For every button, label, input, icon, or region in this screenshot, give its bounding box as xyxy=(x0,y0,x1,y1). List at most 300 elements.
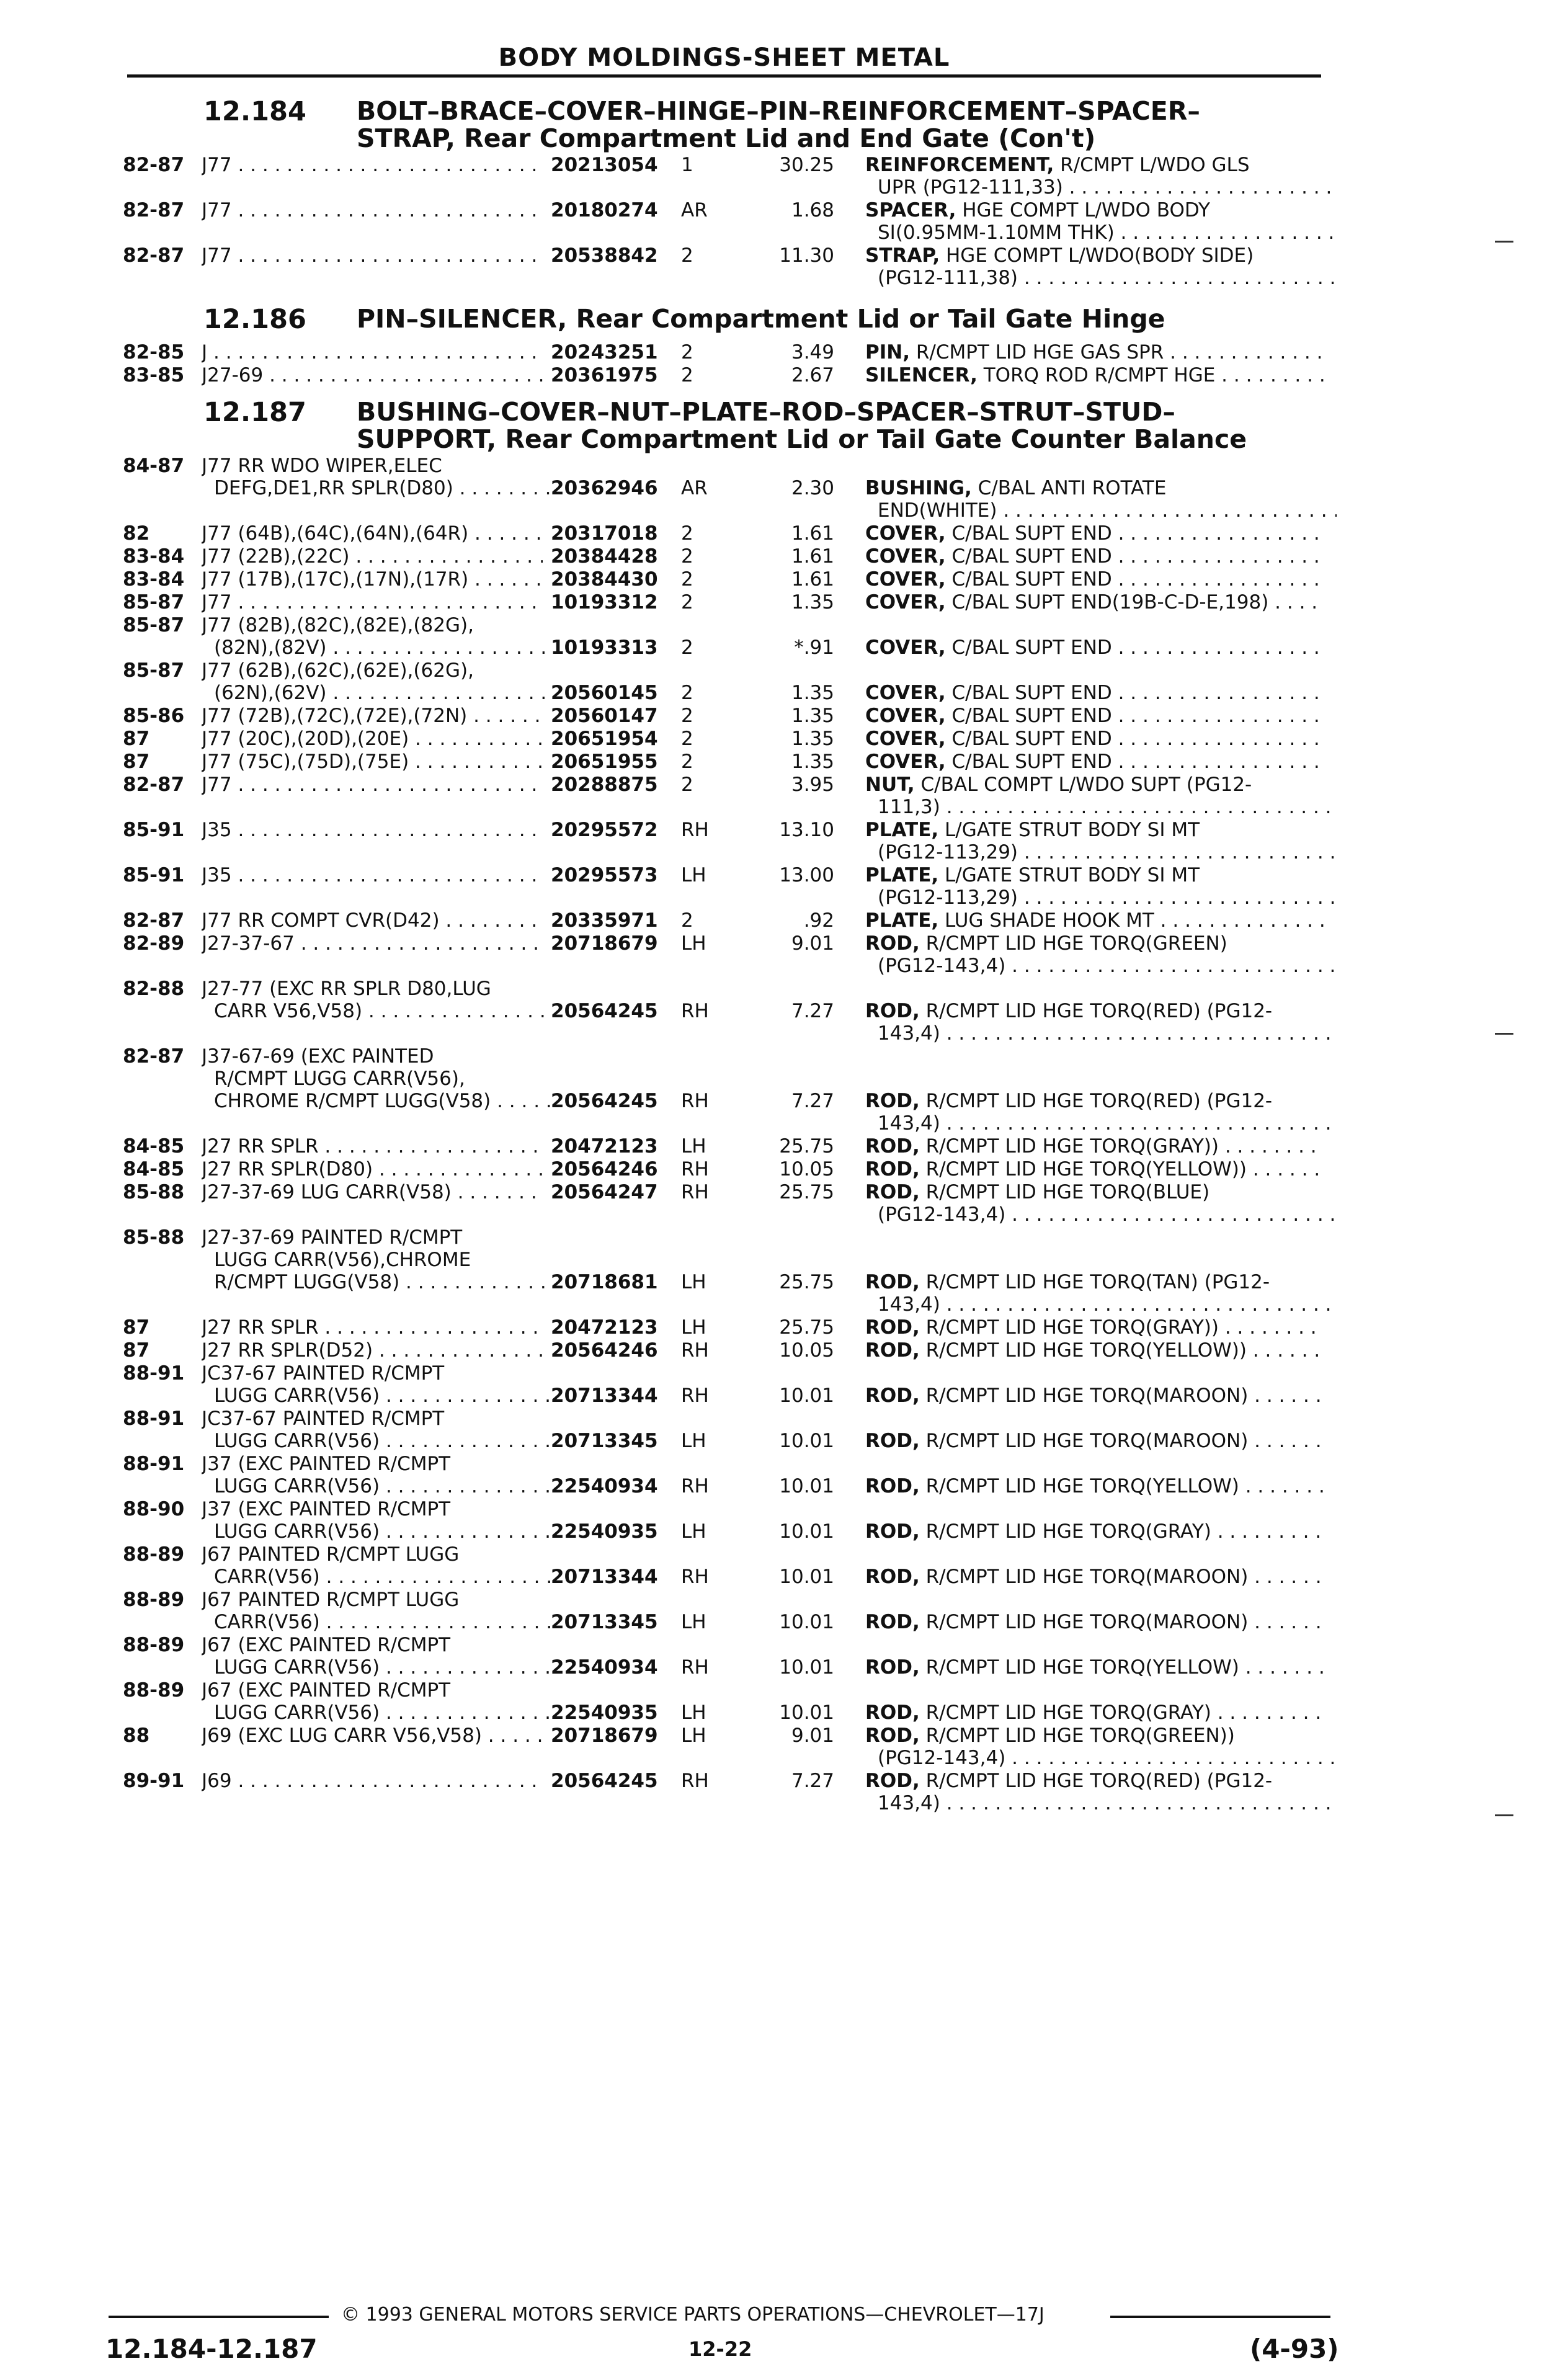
description-name: ROD, xyxy=(865,1520,920,1543)
section-title-line: PIN–SILENCER, Rear Compartment Lid or Tail Gate Hinge xyxy=(357,304,1165,334)
years-cell: 85-91 xyxy=(123,864,185,886)
quantity-cell: 2 xyxy=(681,636,693,659)
description-text: R/CMPT LID HGE TORQ(RED) (PG12- xyxy=(919,1090,1273,1112)
price-cell: 3.49 xyxy=(791,341,834,364)
quantity-cell: 2 xyxy=(681,591,693,613)
years-cell: 87 xyxy=(123,1339,150,1362)
usage-cell: J77 . . . xyxy=(202,774,543,796)
part-number-cell: 20718679 xyxy=(551,1724,658,1747)
price-cell: 10.01 xyxy=(779,1656,834,1679)
part-number-cell: 20651955 xyxy=(551,751,658,773)
description-cell xyxy=(865,568,1324,591)
part-number-cell: 20718679 xyxy=(551,932,658,955)
years-cell: 84-85 xyxy=(123,1158,185,1180)
usage-cell: J27-37-67 . . . xyxy=(202,932,543,955)
description-continuation: 143,4) . . . xyxy=(878,1293,1337,1316)
price-cell: 3.95 xyxy=(791,774,834,796)
quantity-cell: RH xyxy=(681,819,709,841)
description-name: ROD, xyxy=(865,1181,920,1203)
description-cell xyxy=(865,1475,1324,1497)
part-number-cell: 20564245 xyxy=(551,1000,658,1022)
price-cell: 13.10 xyxy=(779,819,834,841)
part-number-cell: 20472123 xyxy=(551,1316,658,1339)
price-cell: 2.30 xyxy=(791,477,834,499)
description-cell xyxy=(865,1158,1324,1180)
usage-cell: LUGG CARR(V56) . . . xyxy=(214,1702,555,1724)
description-text: C/BAL SUPT END xyxy=(945,522,1112,545)
description-name: PLATE, xyxy=(865,909,939,932)
description-text: R/CMPT LID HGE TORQ(GRAY) xyxy=(919,1702,1211,1724)
quantity-cell: RH xyxy=(681,1339,709,1362)
usage-cell: J77 (22B),(22C) . . . xyxy=(202,545,543,568)
description-cell xyxy=(865,932,1324,955)
usage-cell: J27-77 (EXC RR SPLR D80,LUG xyxy=(202,978,491,1000)
description-name: BUSHING, xyxy=(865,477,972,499)
margin-mark xyxy=(1495,1033,1513,1035)
price-cell: 7.27 xyxy=(791,1770,834,1792)
years-cell: 82-87 xyxy=(123,244,185,267)
price-cell: 13.00 xyxy=(779,864,834,886)
quantity-cell: RH xyxy=(681,1656,709,1679)
description-cell xyxy=(865,1000,1324,1022)
description-name: ROD, xyxy=(865,1339,920,1362)
footer-copyright: © 1993 GENERAL MOTORS SERVICE PARTS OPERATIONS—CHEVROLET—17J xyxy=(341,2304,1045,2326)
description-continuation: END(WHITE) . . . xyxy=(878,499,1337,522)
usage-cell: J77 (64B),(64C),(64N),(64R) . . . xyxy=(202,522,543,545)
quantity-cell: 2 xyxy=(681,774,693,796)
description-text: C/BAL SUPT END(19B-C-D-E,198) xyxy=(945,591,1269,613)
years-cell: 82-89 xyxy=(123,932,185,955)
part-number-cell: 20718681 xyxy=(551,1271,658,1293)
part-number-cell: 20564246 xyxy=(551,1158,658,1180)
usage-cell: J67 PAINTED R/CMPT LUGG xyxy=(202,1543,460,1566)
usage-cell: J77 (75C),(75D),(75E) . . . xyxy=(202,751,543,773)
usage-cell: J37 (EXC PAINTED R/CMPT xyxy=(202,1498,451,1520)
usage-cell: (62N),(62V) . . . xyxy=(214,682,555,704)
description-cell xyxy=(865,774,1324,796)
description-name: PLATE, xyxy=(865,864,939,886)
usage-cell: LUGG CARR(V56) . . . xyxy=(214,1385,555,1407)
price-cell: 10.01 xyxy=(779,1475,834,1497)
description-text: C/BAL SUPT END xyxy=(945,705,1112,727)
usage-cell: LUGG CARR(V56) . . . xyxy=(214,1520,555,1543)
description-text: R/CMPT LID HGE TORQ(YELLOW)) xyxy=(919,1339,1247,1362)
quantity-cell: 2 xyxy=(681,751,693,773)
part-number-cell: 20713345 xyxy=(551,1611,658,1633)
description-name: REINFORCEMENT, xyxy=(865,154,1054,176)
years-cell: 88-91 xyxy=(123,1362,185,1385)
usage-cell: J77 (82B),(82C),(82E),(82G), xyxy=(202,614,474,636)
description-name: COVER, xyxy=(865,591,946,613)
usage-cell: J27 RR SPLR . . . xyxy=(202,1316,543,1339)
description-text: R/CMPT LID HGE TORQ(MAROON) xyxy=(919,1385,1249,1407)
part-number-cell: 20384428 xyxy=(551,545,658,568)
quantity-cell: AR xyxy=(681,477,708,499)
description-text: R/CMPT LID HGE TORQ(YELLOW)) xyxy=(919,1158,1247,1180)
quantity-cell: RH xyxy=(681,1090,709,1112)
usage-cell: CARR(V56) . . . xyxy=(214,1566,555,1588)
quantity-cell: 1 xyxy=(681,154,693,176)
years-cell: 87 xyxy=(123,1316,150,1339)
quantity-cell: 2 xyxy=(681,682,693,704)
description-continuation: 143,4) . . . xyxy=(878,1022,1337,1045)
price-cell: *.91 xyxy=(794,636,834,659)
usage-cell: J77 RR COMPT CVR(D42) . . . xyxy=(202,909,543,932)
description-name: SILENCER, xyxy=(865,364,978,386)
description-cell xyxy=(865,1430,1324,1452)
part-number-cell: 20713344 xyxy=(551,1566,658,1588)
description-continuation: (PG12-143,4) . . . xyxy=(878,1747,1337,1769)
usage-cell: J69 (EXC LUG CARR V56,V58) . . . xyxy=(202,1724,543,1747)
margin-mark xyxy=(1495,241,1513,243)
part-number-cell: 20713344 xyxy=(551,1385,658,1407)
usage-cell: J37-67-69 (EXC PAINTED xyxy=(202,1045,434,1068)
description-text: R/CMPT LID HGE TORQ(GREEN)) xyxy=(919,1724,1235,1747)
part-number-cell: 20335971 xyxy=(551,909,658,932)
part-number-cell: 20564246 xyxy=(551,1339,658,1362)
description-name: ROD, xyxy=(865,1475,920,1497)
years-cell: 88-91 xyxy=(123,1453,185,1475)
description-cell xyxy=(865,1090,1324,1112)
footer-section-range: 12.184-12.187 xyxy=(105,2334,318,2364)
description-continuation: (PG12-113,29) . . . xyxy=(878,886,1337,909)
quantity-cell: LH xyxy=(681,932,706,955)
description-text: R/CMPT LID HGE TORQ(GREEN) xyxy=(919,932,1227,955)
years-cell: 85-91 xyxy=(123,819,185,841)
usage-cell: J77 . . . xyxy=(202,199,543,221)
description-cell xyxy=(865,154,1324,176)
description-text: R/CMPT LID HGE GAS SPR xyxy=(909,341,1164,364)
years-cell: 82-87 xyxy=(123,154,185,176)
price-cell: 10.01 xyxy=(779,1520,834,1543)
description-text: R/CMPT LID HGE TORQ(RED) (PG12- xyxy=(919,1770,1273,1792)
years-cell: 82-87 xyxy=(123,909,185,932)
footer-rule-left xyxy=(109,2316,329,2318)
description-cell xyxy=(865,751,1324,773)
quantity-cell: LH xyxy=(681,1724,706,1747)
price-cell: 7.27 xyxy=(791,1090,834,1112)
usage-cell: J27 RR SPLR(D52) . . . xyxy=(202,1339,543,1362)
price-cell: 30.25 xyxy=(779,154,834,176)
usage-cell: LUGG CARR(V56) . . . xyxy=(214,1430,555,1452)
usage-cell: R/CMPT LUGG CARR(V56), xyxy=(214,1068,465,1090)
part-number-cell: 10193313 xyxy=(551,636,658,659)
usage-cell: J77 (62B),(62C),(62E),(62G), xyxy=(202,659,474,682)
part-number-cell: 22540935 xyxy=(551,1520,658,1543)
price-cell: 25.75 xyxy=(779,1316,834,1339)
price-cell: 10.05 xyxy=(779,1339,834,1362)
price-cell: .92 xyxy=(803,909,834,932)
description-cell xyxy=(865,591,1324,613)
quantity-cell: LH xyxy=(681,1611,706,1633)
usage-cell: J27-37-69 LUG CARR(V58) . . . xyxy=(202,1181,543,1203)
description-name: COVER, xyxy=(865,636,946,659)
years-cell: 82-87 xyxy=(123,774,185,796)
description-name: ROD, xyxy=(865,1158,920,1180)
description-continuation: 111,3) . . . xyxy=(878,796,1337,818)
usage-cell: J77 (72B),(72C),(72E),(72N) . . . xyxy=(202,705,543,727)
description-text: R/CMPT L/WDO GLS xyxy=(1054,154,1250,176)
description-text: R/CMPT LID HGE TORQ(TAN) (PG12- xyxy=(919,1271,1270,1293)
price-cell: 9.01 xyxy=(791,932,834,955)
price-cell: 25.75 xyxy=(779,1135,834,1157)
description-cell xyxy=(865,364,1324,386)
price-cell: 25.75 xyxy=(779,1181,834,1203)
part-number-cell: 22540934 xyxy=(551,1475,658,1497)
quantity-cell: RH xyxy=(681,1181,709,1203)
price-cell: 10.01 xyxy=(779,1430,834,1452)
part-number-cell: 20472123 xyxy=(551,1135,658,1157)
price-cell: 11.30 xyxy=(779,244,834,267)
usage-cell: J77 (20C),(20D),(20E) . . . xyxy=(202,728,543,750)
description-cell xyxy=(865,909,1324,932)
part-number-cell: 20243251 xyxy=(551,341,658,364)
description-continuation: 143,4) . . . xyxy=(878,1792,1337,1814)
section-title xyxy=(357,97,1200,152)
description-cell xyxy=(865,199,1324,221)
usage-cell: CHROME R/CMPT LUGG(V58) . . . xyxy=(214,1090,555,1112)
header-rule xyxy=(127,74,1321,78)
years-cell: 85-88 xyxy=(123,1181,185,1203)
description-name: ROD, xyxy=(865,1702,920,1724)
part-number-cell: 20362946 xyxy=(551,477,658,499)
description-text: R/CMPT LID HGE TORQ(RED) (PG12- xyxy=(919,1000,1273,1022)
years-cell: 85-87 xyxy=(123,614,185,636)
section-title xyxy=(357,398,1247,453)
description-name: COVER, xyxy=(865,728,946,750)
description-cell xyxy=(865,1520,1324,1543)
quantity-cell: LH xyxy=(681,864,706,886)
description-text: C/BAL SUPT END xyxy=(945,751,1112,773)
usage-cell: J27 RR SPLR . . . xyxy=(202,1135,543,1157)
usage-cell: J77 RR WDO WIPER,ELEC xyxy=(202,455,442,477)
usage-cell: J77 . . . xyxy=(202,154,543,176)
description-text: C/BAL COMPT L/WDO SUPT (PG12- xyxy=(914,774,1252,796)
years-cell: 85-87 xyxy=(123,659,185,682)
usage-cell: CARR V56,V58) . . . xyxy=(214,1000,555,1022)
part-number-cell: 22540935 xyxy=(551,1702,658,1724)
usage-cell: J35 . . . xyxy=(202,819,543,841)
description-name: ROD, xyxy=(865,1611,920,1633)
description-text: R/CMPT LID HGE TORQ(GRAY)) xyxy=(919,1316,1219,1339)
price-cell: 10.01 xyxy=(779,1702,834,1724)
quantity-cell: RH xyxy=(681,1000,709,1022)
years-cell: 83-84 xyxy=(123,568,185,591)
years-cell: 82-87 xyxy=(123,1045,185,1068)
price-cell: 1.35 xyxy=(791,705,834,727)
description-text: R/CMPT LID HGE TORQ(MAROON) xyxy=(919,1566,1249,1588)
part-number-cell: 20317018 xyxy=(551,522,658,545)
part-number-cell: 20651954 xyxy=(551,728,658,750)
description-name: ROD, xyxy=(865,1430,920,1452)
description-cell xyxy=(865,1181,1324,1203)
quantity-cell: LH xyxy=(681,1271,706,1293)
description-text: R/CMPT LID HGE TORQ(BLUE) xyxy=(919,1181,1210,1203)
price-cell: 10.01 xyxy=(779,1566,834,1588)
description-continuation: (PG12-143,4) . . . xyxy=(878,1203,1337,1226)
quantity-cell: RH xyxy=(681,1475,709,1497)
usage-cell: J69 . . . xyxy=(202,1770,543,1792)
price-cell: 1.35 xyxy=(791,728,834,750)
page-header: BODY MOLDINGS-SHEET METAL xyxy=(498,43,950,72)
usage-cell: J27-69 . . . xyxy=(202,364,543,386)
quantity-cell: AR xyxy=(681,199,708,221)
description-name: ROD, xyxy=(865,1385,920,1407)
part-number-cell: 20295572 xyxy=(551,819,658,841)
description-text: L/GATE STRUT BODY SI MT xyxy=(938,864,1200,886)
section-number: 12.186 xyxy=(203,304,306,335)
years-cell: 85-87 xyxy=(123,591,185,613)
quantity-cell: 2 xyxy=(681,705,693,727)
part-number-cell: 20213054 xyxy=(551,154,658,176)
quantity-cell: LH xyxy=(681,1135,706,1157)
description-cell xyxy=(865,1566,1324,1588)
quantity-cell: LH xyxy=(681,1702,706,1724)
part-number-cell: 20560147 xyxy=(551,705,658,727)
description-name: NUT, xyxy=(865,774,915,796)
description-name: COVER, xyxy=(865,682,946,704)
quantity-cell: 2 xyxy=(681,728,693,750)
years-cell: 85-86 xyxy=(123,705,185,727)
quantity-cell: RH xyxy=(681,1566,709,1588)
price-cell: 10.01 xyxy=(779,1385,834,1407)
description-cell xyxy=(865,1724,1324,1747)
description-continuation: (PG12-111,38) . . . xyxy=(878,267,1337,289)
description-text: R/CMPT LID HGE TORQ(YELLOW) xyxy=(919,1475,1239,1497)
years-cell: 82-87 xyxy=(123,199,185,221)
description-name: COVER, xyxy=(865,522,946,545)
usage-cell: LUGG CARR(V56),CHROME xyxy=(214,1249,471,1271)
part-number-cell: 20180274 xyxy=(551,199,658,221)
quantity-cell: 2 xyxy=(681,341,693,364)
usage-cell: J27 RR SPLR(D80) . . . xyxy=(202,1158,543,1180)
footer-page-number: 12-22 xyxy=(688,2337,752,2361)
description-continuation: (PG12-143,4) . . . xyxy=(878,955,1337,977)
description-text: C/BAL SUPT END xyxy=(945,568,1112,591)
section-title-line: SUPPORT, Rear Compartment Lid or Tail Gate Counter Balance xyxy=(357,424,1247,454)
description-text: TORQ ROD R/CMPT HGE xyxy=(977,364,1216,386)
usage-cell: J77 (17B),(17C),(17N),(17R) . . . xyxy=(202,568,543,591)
years-cell: 88-89 xyxy=(123,1634,185,1656)
price-cell: 10.01 xyxy=(779,1611,834,1633)
years-cell: 87 xyxy=(123,728,150,750)
part-number-cell: 10193312 xyxy=(551,591,658,613)
description-text: C/BAL SUPT END xyxy=(945,728,1112,750)
part-number-cell: 20564247 xyxy=(551,1181,658,1203)
years-cell: 88-91 xyxy=(123,1407,185,1430)
usage-cell: J . . . xyxy=(202,341,543,364)
description-text: L/GATE STRUT BODY SI MT xyxy=(938,819,1200,841)
description-name: SPACER, xyxy=(865,199,956,221)
usage-cell: J67 (EXC PAINTED R/CMPT xyxy=(202,1679,451,1702)
years-cell: 88-89 xyxy=(123,1589,185,1611)
years-cell: 84-87 xyxy=(123,455,185,477)
description-cell xyxy=(865,705,1324,727)
margin-mark xyxy=(1495,1814,1513,1816)
part-number-cell: 20713345 xyxy=(551,1430,658,1452)
description-cell xyxy=(865,1339,1324,1362)
description-cell xyxy=(865,545,1324,568)
part-number-cell: 20361975 xyxy=(551,364,658,386)
quantity-cell: LH xyxy=(681,1430,706,1452)
description-text: C/BAL SUPT END xyxy=(945,636,1112,659)
years-cell: 88-89 xyxy=(123,1679,185,1702)
years-cell: 84-85 xyxy=(123,1135,185,1157)
usage-cell: (82N),(82V) . . . xyxy=(214,636,555,659)
usage-cell: JC37-67 PAINTED R/CMPT xyxy=(202,1407,445,1430)
description-continuation: UPR (PG12-111,33) . . . xyxy=(878,176,1337,198)
usage-cell: R/CMPT LUGG(V58) . . . xyxy=(214,1271,555,1293)
price-cell: 25.75 xyxy=(779,1271,834,1293)
description-name: ROD, xyxy=(865,1566,920,1588)
quantity-cell: RH xyxy=(681,1385,709,1407)
description-text: C/BAL SUPT END xyxy=(945,545,1112,568)
description-name: ROD, xyxy=(865,1135,920,1157)
section-title-line: BUSHING–COVER–NUT–PLATE–ROD–SPACER–STRUT–STUD– xyxy=(357,397,1175,427)
description-cell xyxy=(865,341,1324,364)
description-text: LUG SHADE HOOK MT xyxy=(938,909,1154,932)
quantity-cell: 2 xyxy=(681,364,693,386)
description-cell xyxy=(865,244,1324,267)
usage-cell: J67 PAINTED R/CMPT LUGG xyxy=(202,1589,460,1611)
price-cell: 1.35 xyxy=(791,682,834,704)
price-cell: 10.05 xyxy=(779,1158,834,1180)
years-cell: 87 xyxy=(123,751,150,773)
usage-cell: DEFG,DE1,RR SPLR(D80) . . . xyxy=(214,477,555,499)
description-cell xyxy=(865,1770,1324,1792)
quantity-cell: LH xyxy=(681,1316,706,1339)
description-cell xyxy=(865,522,1324,545)
usage-cell: J77 . . . xyxy=(202,591,543,613)
part-number-cell: 20295573 xyxy=(551,864,658,886)
description-text: HGE COMPT L/WDO(BODY SIDE) xyxy=(940,244,1254,267)
description-cell xyxy=(865,1656,1324,1679)
description-cell xyxy=(865,682,1324,704)
description-name: ROD, xyxy=(865,1000,920,1022)
description-continuation: 143,4) . . . xyxy=(878,1112,1337,1135)
description-name: ROD, xyxy=(865,1656,920,1679)
years-cell: 85-88 xyxy=(123,1226,185,1249)
description-text: R/CMPT LID HGE TORQ(GRAY)) xyxy=(919,1135,1219,1157)
part-number-cell: 20564245 xyxy=(551,1770,658,1792)
description-name: ROD, xyxy=(865,932,920,955)
quantity-cell: 2 xyxy=(681,522,693,545)
usage-cell: J35 . . . xyxy=(202,864,543,886)
quantity-cell: 2 xyxy=(681,568,693,591)
price-cell: 1.61 xyxy=(791,522,834,545)
description-name: PIN, xyxy=(865,341,910,364)
description-name: PLATE, xyxy=(865,819,939,841)
description-name: ROD, xyxy=(865,1770,920,1792)
price-cell: 2.67 xyxy=(791,364,834,386)
years-cell: 82-88 xyxy=(123,978,185,1000)
quantity-cell: LH xyxy=(681,1520,706,1543)
description-name: ROD, xyxy=(865,1316,920,1339)
part-number-cell: 20288875 xyxy=(551,774,658,796)
description-cell xyxy=(865,1271,1324,1293)
usage-cell: J37 (EXC PAINTED R/CMPT xyxy=(202,1453,451,1475)
quantity-cell: 2 xyxy=(681,244,693,267)
description-text: C/BAL ANTI ROTATE xyxy=(971,477,1167,499)
price-cell: 1.68 xyxy=(791,199,834,221)
description-name: ROD, xyxy=(865,1090,920,1112)
description-cell xyxy=(865,477,1324,499)
part-number-cell: 20564245 xyxy=(551,1090,658,1112)
quantity-cell: 2 xyxy=(681,909,693,932)
description-name: ROD, xyxy=(865,1271,920,1293)
footer-date-code: (4-93) xyxy=(1250,2334,1339,2364)
section-number: 12.184 xyxy=(203,96,306,127)
